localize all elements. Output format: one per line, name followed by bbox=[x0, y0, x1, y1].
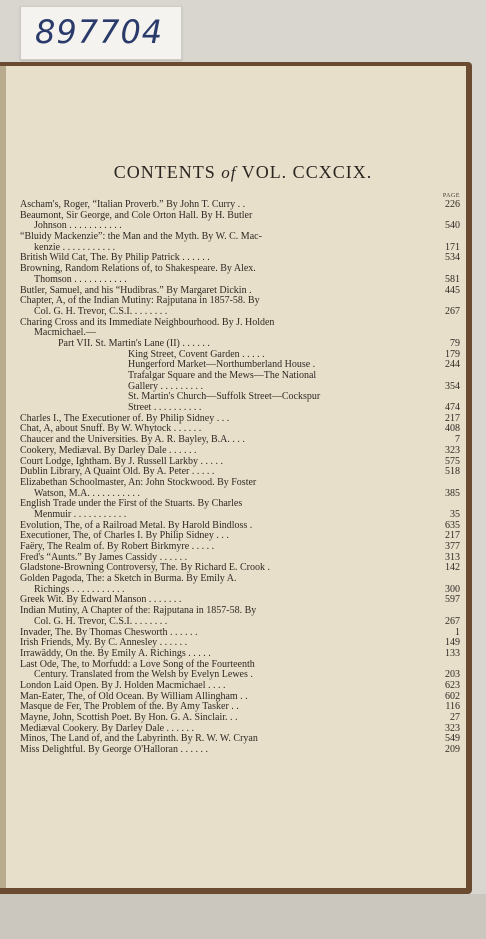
entry-page-number: 474 bbox=[445, 402, 460, 414]
inventory-number: 897704 bbox=[35, 13, 164, 51]
entry-text: Chaucer and the Universities. By A. R. Bayley, B.A. . . . bbox=[20, 434, 245, 446]
entry-page-number: 35 bbox=[450, 508, 460, 520]
entry-page-number: 7 bbox=[455, 434, 460, 446]
entry-page-number: 149 bbox=[445, 637, 460, 649]
entry-text: Century. Translated from the Welsh by Evelyn Lewes . bbox=[34, 669, 253, 681]
entry-text: Executioner, The, of Charles I. By Philip Sidney . . . bbox=[20, 530, 229, 542]
entry-text: Minos, The Land of, and the Labyrinth. By R. W. W. Cryan bbox=[20, 733, 258, 745]
entry-text: Thomson . . . . . . . . . . . bbox=[34, 273, 127, 285]
contents-entry bbox=[20, 275, 460, 286]
entry-page-number: 549 bbox=[445, 733, 460, 745]
entry-page-number: 408 bbox=[445, 423, 460, 435]
entry-page-number: 27 bbox=[450, 712, 460, 723]
entry-page-number: 602 bbox=[445, 690, 460, 702]
contents-entry bbox=[20, 307, 460, 318]
entry-text: British Wild Cat, The. By Philip Patrick . . . . . . bbox=[20, 252, 210, 264]
entry-text: Chat, A, about Snuff. By W. Whytock . . . . . . bbox=[20, 423, 202, 435]
entry-text: Part VII. St. Martin's Lane (II) . . . . . . bbox=[58, 337, 210, 349]
entry-page-number: 635 bbox=[445, 519, 460, 531]
entry-page-number: 323 bbox=[445, 444, 460, 456]
entry-page-number: 133 bbox=[445, 647, 460, 659]
contents-entry bbox=[20, 392, 460, 403]
entry-text: Last Ode, The, to Morfudd: a Love Song of the Fourteenth bbox=[20, 658, 255, 670]
entry-page-number: 575 bbox=[445, 455, 460, 467]
entry-page-number: 203 bbox=[445, 669, 460, 681]
contents-entry bbox=[20, 745, 460, 756]
entry-page-number: 534 bbox=[445, 252, 460, 264]
title-prefix: CONTENTS bbox=[113, 162, 222, 182]
page-column-label: PAGE bbox=[442, 193, 460, 199]
entry-text: Irrawäddy, On the. By Emily A. Richings . . . . . bbox=[20, 647, 211, 659]
entry-page-number: 267 bbox=[445, 305, 460, 317]
entry-text: Macmichael.— bbox=[34, 327, 96, 339]
entry-text: Col. G. H. Trevor, C.S.I. . . . . . . . bbox=[34, 305, 168, 317]
entry-page-number: 354 bbox=[445, 380, 460, 392]
entry-text: Ascham's, Roger, “Italian Proverb.” By John T. Curry . . bbox=[20, 199, 246, 210]
entry-text: Dublin Library, A Quaint Old. By A. Peter . . . . . bbox=[20, 466, 215, 478]
entry-text: Johnson . . . . . . . . . . . bbox=[34, 220, 122, 232]
title-volume: VOL. CCXCIX. bbox=[236, 162, 373, 182]
contents-entry bbox=[20, 371, 460, 382]
entry-text: Mediæval Cookery. By Darley Dale . . . . . . bbox=[20, 722, 195, 734]
entry-page-number: 300 bbox=[445, 583, 460, 595]
entry-page-number: 209 bbox=[445, 744, 460, 756]
contents-entry bbox=[20, 478, 460, 489]
entry-page-number: 581 bbox=[445, 273, 460, 285]
entry-text: St. Martin's Church—Suffolk Street—Cockspur bbox=[128, 391, 321, 403]
entry-text: Chapter, A, of the Indian Mutiny: Rajputana in 1857-58. By bbox=[20, 295, 260, 307]
entry-text: Butler, Samuel, and his “Hudibras.” By Margaret Dickin . bbox=[20, 284, 252, 296]
entry-text: Hungerford Market—Northumberland House . bbox=[128, 359, 316, 371]
entry-text: Miss Delightful. By George O'Halloran . . . . . . bbox=[20, 744, 208, 756]
entry-text: Faëry, The Realm of. By Robert Birkmyre . . . . . bbox=[20, 541, 215, 552]
inventory-tag bbox=[20, 6, 182, 60]
table-surface bbox=[0, 894, 486, 939]
entry-page-number: 142 bbox=[445, 562, 460, 574]
entry-page-number: 79 bbox=[450, 337, 460, 349]
contents-list bbox=[20, 200, 460, 756]
entry-page-number: 1 bbox=[455, 626, 460, 638]
entry-page-number: 116 bbox=[445, 701, 460, 713]
entry-page-number: 217 bbox=[445, 530, 460, 542]
entry-page-number: 540 bbox=[445, 220, 460, 232]
entry-text: Irish Friends, My. By C. Annesley . . . . . . bbox=[20, 637, 188, 649]
entry-text: Richings . . . . . . . . . . . bbox=[34, 583, 125, 595]
entry-text: Menmuir . . . . . . . . . . . bbox=[34, 508, 127, 520]
entry-text: London Laid Open. By J. Holden Macmichael . . . . bbox=[20, 679, 226, 691]
entry-text: Invader, The. By Thomas Chesworth . . . . . . bbox=[20, 626, 198, 638]
entry-page-number: 323 bbox=[445, 722, 460, 734]
entry-text: Greek Wit. By Edward Manson . . . . . . . bbox=[20, 594, 182, 606]
entry-page-number: 313 bbox=[445, 551, 460, 563]
entry-page-number: 244 bbox=[445, 359, 460, 371]
entry-text: Beaumont, Sir George, and Cole Orton Hall. By H. Butler bbox=[20, 209, 253, 221]
entry-text: Charles I., The Executioner of. By Philip Sidney . . . bbox=[20, 412, 230, 424]
contents-entry bbox=[20, 649, 460, 660]
contents-entry bbox=[20, 617, 460, 628]
entry-page-number: 623 bbox=[445, 679, 460, 691]
entry-text: Masque de Fer, The Problem of the. By Amy Tasker . . bbox=[20, 701, 239, 713]
entry-page-number: 226 bbox=[445, 199, 460, 210]
page-title bbox=[0, 162, 486, 183]
entry-text: English Trade under the First of the Stuarts. By Charles bbox=[20, 498, 243, 510]
entry-text: Watson, M.A. . . . . . . . . . . bbox=[34, 487, 140, 499]
entry-text: Cookery, Mediæval. By Darley Dale . . . . . . bbox=[20, 444, 197, 456]
entry-text: Indian Mutiny, A Chapter of the: Rajputana in 1857-58. By bbox=[20, 605, 257, 617]
entry-text: Elizabethan Schoolmaster, An: John Stockwood. By Foster bbox=[20, 476, 257, 488]
entry-text: Trafalgar Square and the Mews—The National bbox=[128, 370, 317, 381]
entry-text: Evolution, The, of a Railroad Metal. By Harold Bindloss . bbox=[20, 519, 253, 531]
entry-page-number: 377 bbox=[445, 541, 460, 552]
entry-text: “Bluidy Mackenzie”: the Man and the Myth. By W. C. Mac- bbox=[20, 231, 262, 243]
entry-text: kenzie . . . . . . . . . . . bbox=[34, 241, 116, 253]
entry-page-number: 267 bbox=[445, 615, 460, 627]
contents-entry bbox=[20, 446, 460, 457]
title-of: of bbox=[221, 163, 237, 182]
entry-text: Mayne, John, Scottish Poet. By Hon. G. A. Sinclair. . . bbox=[20, 712, 238, 723]
entry-page-number: 597 bbox=[445, 594, 460, 606]
entry-page-number: 217 bbox=[445, 412, 460, 424]
entry-text: Gladstone-Browning Controversy, The. By Richard E. Crook . bbox=[20, 562, 270, 574]
entry-text: Browning, Random Relations of, to Shakespeare. By Alex. bbox=[20, 263, 256, 275]
entry-text: Fred's “Aunts.” By James Cassidy . . . . . . bbox=[20, 551, 188, 563]
entry-text: Charing Cross and its Immediate Neighbourhood. By J. Holden bbox=[20, 316, 275, 328]
entry-text: Golden Pagoda, The: a Sketch in Burma. By Emily A. bbox=[20, 573, 237, 585]
entry-page-number: 385 bbox=[445, 487, 460, 499]
entry-page-number: 179 bbox=[445, 348, 460, 360]
entry-text: Gallery . . . . . . . . . bbox=[128, 380, 203, 392]
entry-page-number: 518 bbox=[445, 466, 460, 478]
entry-text: King Street, Covent Garden . . . . . bbox=[128, 348, 265, 360]
entry-text: Col. G. H. Trevor, C.S.I. . . . . . . . bbox=[34, 615, 168, 627]
entry-text: Street . . . . . . . . . . bbox=[128, 402, 202, 414]
entry-text: Man-Eater, The, of Old Ocean. By William Allingham . . bbox=[20, 690, 248, 702]
entry-page-number: 445 bbox=[445, 284, 460, 296]
entry-text: Court Lodge, Ightham. By J. Russell Larkby . . . . . bbox=[20, 455, 224, 467]
entry-page-number: 171 bbox=[445, 241, 460, 253]
